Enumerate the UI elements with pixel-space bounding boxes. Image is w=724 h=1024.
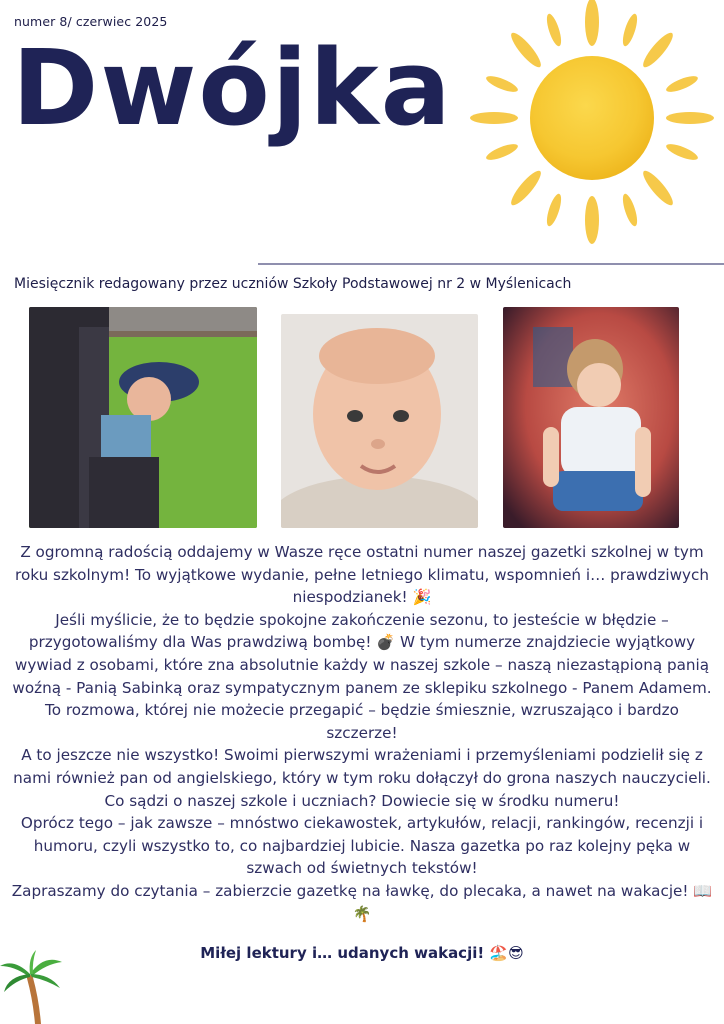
article-paragraph: Zapraszamy do czytania – zabierzcie gazetkę na ławkę, do plecaka, a nawet na wakacje! 📖🌴 <box>11 881 713 923</box>
intro-article <box>10 541 714 925</box>
baby-portrait-photo <box>281 314 478 528</box>
sun-illustration <box>458 0 724 252</box>
article-paragraph: A to jeszcze nie wszystko! Swoimi pierwszymi wrażeniami i przemyśleniami podzielił się z nami również pan od angielskiego, który w tym roku dołączył do grona naszych nauczycieli. Co sądzi o naszej szkole i uczniach? Dowiecie się w środku numeru! <box>13 746 711 810</box>
issue-line: numer 8/ czerwiec 2025 <box>14 14 168 29</box>
article-paragraph: Jeśli myślicie, że to będzie spokojne zakończenie sezonu, to jesteście w błędzie – przygotowaliśmy dla Was prawdziwą bombę! 💣 W tym numerze znajdziecie wyjątkowy wywiad z osobami, które zna absolutnie każdy w naszej szkole – naszą niezastąpioną panią woźną - Panią Sabinką oraz sympatycznym panem ze sklepiku szkolnego - Panem Adamem. To rozmowa, której nie możecie przegapić – będzie śmiesznie, wzruszająco i bardzo szczerze! <box>12 610 712 742</box>
palm-tree-illustration <box>0 944 64 1024</box>
article-paragraph: Oprócz tego – jak zawsze – mnóstwo ciekawostek, artykułów, relacji, rankingów, recenzji i humoru, czyli wszystko to, co najbardziej lubicie. Nasza gazetka po raz kolejny pęka w szwach od świetnych tekstów! <box>20 814 704 878</box>
toddler-in-slide-tunnel-photo <box>503 307 679 528</box>
closing-line: Miłej lektury i… udanych wakacji! 🏖️😎 <box>200 944 524 962</box>
subtitle: Miesięcznik redagowany przez uczniów Szkoły Podstawowej nr 2 w Myślenicach <box>14 276 572 292</box>
masthead-title: Dwójka <box>12 27 453 149</box>
header-divider <box>258 263 724 265</box>
child-in-hat-on-grass-photo <box>29 307 257 528</box>
article-paragraph: Z ogromną radością oddajemy w Wasze ręce ostatni numer naszej gazetki szkolnej w tym roku szkolnym! To wyjątkowe wydanie, pełne letniego klimatu, wspomnień i… prawdziwych niespodzianek! 🎉 <box>15 543 709 607</box>
